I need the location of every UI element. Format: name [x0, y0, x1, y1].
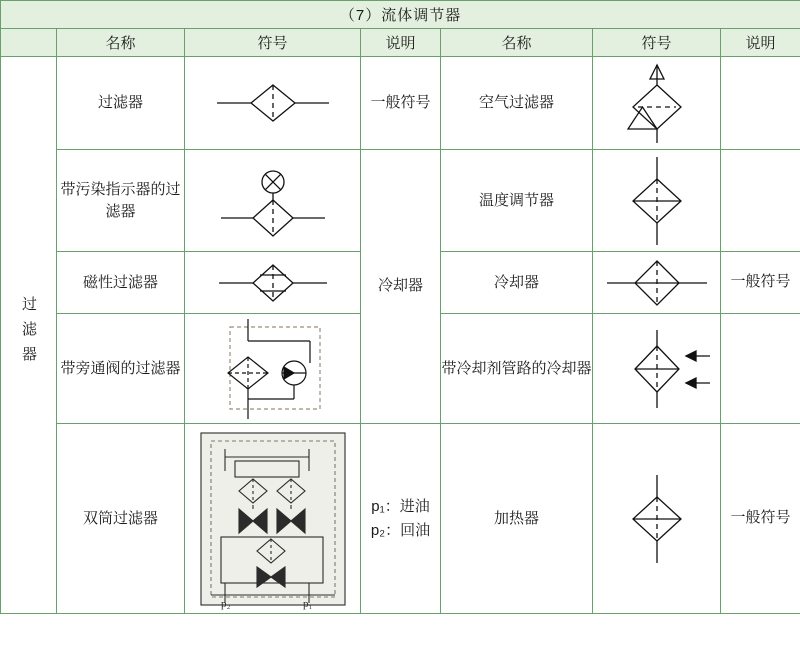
row-4-right-name: 带冷却剂管路的冷却器: [441, 314, 593, 424]
row-3-left-name: 磁性过滤器: [57, 252, 185, 314]
row-3-right-note: 一般符号: [721, 252, 800, 314]
header-note-right: 说明: [721, 29, 800, 57]
duplex-label-p2: p₂: [220, 597, 230, 610]
row-4-left-name: 带旁通阀的过滤器: [57, 314, 185, 424]
magnetic-filter-icon: [185, 252, 361, 314]
header-name-left: 名称: [57, 29, 185, 57]
table-row: [1, 150, 800, 252]
row-1-left-name: 过滤器: [57, 57, 185, 150]
row-5-right-name: 加热器: [441, 424, 593, 614]
filter-with-contamination-indicator-icon: [185, 150, 361, 252]
row-2-left-name: 带污染指示器的过滤器: [57, 150, 185, 252]
cooler-with-coolant-line-icon: [593, 314, 721, 424]
header-group-blank: [1, 29, 57, 57]
header-symbol-right: 符号: [593, 29, 721, 57]
temperature-regulator-icon: [593, 150, 721, 252]
header-symbol-left: 符号: [185, 29, 361, 57]
row-2-right-note: [721, 150, 800, 252]
air-filter-icon: [593, 57, 721, 150]
row-5-left-note: [361, 424, 441, 614]
group-label-text: 过滤器: [20, 295, 37, 371]
cooler-icon: [593, 252, 721, 314]
table-row: [1, 424, 800, 614]
heater-icon: [593, 424, 721, 614]
table-title-row: [1, 1, 800, 29]
duplex-label-p1: p₁: [302, 597, 312, 610]
group-label-filter: [1, 57, 57, 614]
table-row: [1, 57, 800, 150]
filter-with-bypass-valve-icon: [185, 314, 361, 424]
header-note-left: 说明: [361, 29, 441, 57]
filter-general-icon: [185, 57, 361, 150]
duplex-filter-icon: [185, 424, 361, 614]
row-5-left-note-line1: p₁：进油: [371, 497, 430, 515]
row-4-right-note: [721, 314, 800, 424]
row-5-left-note-line2: p₂：回油: [370, 521, 431, 539]
page-title: （7）流体调节器: [1, 1, 800, 29]
table-header-row: [1, 29, 800, 57]
row-1-right-name: 空气过滤器: [441, 57, 593, 150]
row-5-right-note: 一般符号: [721, 424, 800, 614]
row-2-right-name: 温度调节器: [441, 150, 593, 252]
header-name-right: 名称: [441, 29, 593, 57]
row-1-right-note: [721, 57, 800, 150]
row-3-right-name: 冷却器: [441, 252, 593, 314]
row-5-left-name: 双筒过滤器: [57, 424, 185, 614]
row-1-left-note: 一般符号: [361, 57, 441, 150]
row-2-left-note: 冷却器: [361, 150, 441, 424]
